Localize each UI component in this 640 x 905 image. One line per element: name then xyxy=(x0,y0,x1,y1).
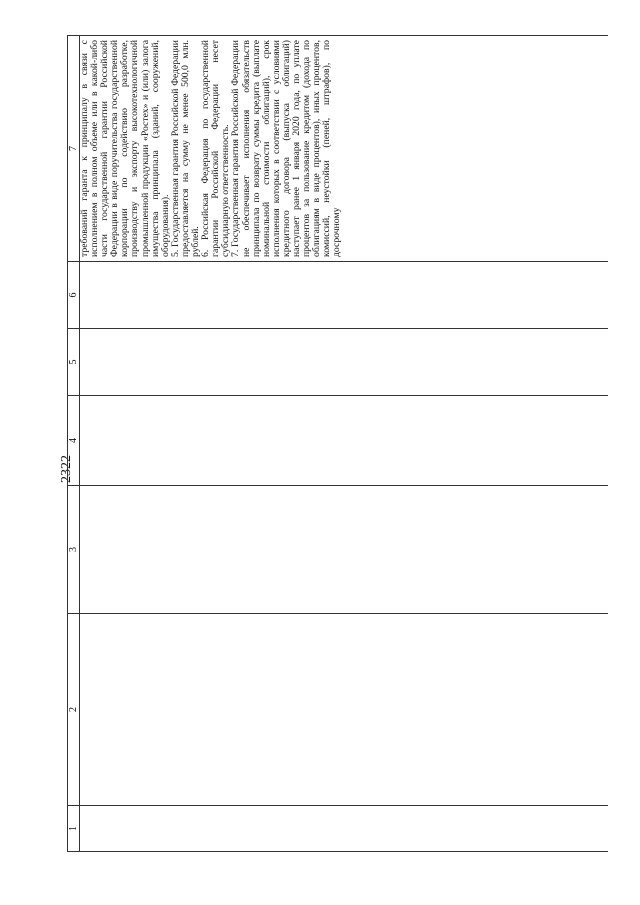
cell-col-7 xyxy=(80,36,609,262)
exclusions-paragraph: 7. Государственная гарантия Российской Федерации не обеспечивает исполнения обязательств принципала по возврату суммы кредита (выплате номинальной стоимости облигаций), срок исполнения которых в соответствии с условиями кредитного договора (выпуска облигаций) наступает ранее 1 января 2020 года, по уплате процентов за пользование кредитом (дохода по облигациям в виде процентов), иных процентов, комиссий, неустойки (пеней, штрафов), по досрочному xyxy=(230,40,343,257)
subsidiary-liability-paragraph: 6. Российская Федерация по государственной гарантии Российской Федерации несет субсидиарную ответственность. xyxy=(200,40,232,257)
cell-col-1 xyxy=(80,806,609,852)
guarantee-conditions-paragraph: требований гаранта к принципалу в связи с исполнением в полном объеме или в какой-либо части государственной гарантии Российской Федерации в виде поручительства государственной корпорации по содействию разработке, производству и экспорту высокотехнологичной промышленной продукции «Ростех» и (или) залога имущества принципала (зданий, сооружений, оборудования). xyxy=(79,40,171,257)
cell-col-4 xyxy=(80,396,609,486)
column-number-1: 1 xyxy=(68,806,80,852)
cell-col-5 xyxy=(80,329,609,396)
cell-col-6 xyxy=(80,262,609,329)
page-number: 2322 xyxy=(59,455,74,483)
column-number-4: 4 xyxy=(68,396,80,486)
column-number-2: 2 xyxy=(68,614,80,806)
minimum-amount-paragraph: 5. Государственная гарантия Российской Федерации предоставляется на сумму не менее 500,0 млн. рублей. xyxy=(169,40,202,257)
table-body-row xyxy=(80,36,609,852)
cell-col-2 xyxy=(80,614,609,806)
column-number-7: 7 xyxy=(68,36,80,262)
guarantee-table xyxy=(67,35,608,852)
column-number-3: 3 xyxy=(68,486,80,614)
cell-col-3 xyxy=(80,486,609,614)
column-number-row xyxy=(68,36,80,852)
column-number-5: 5 xyxy=(68,329,80,396)
column-number-6: 6 xyxy=(68,262,80,329)
